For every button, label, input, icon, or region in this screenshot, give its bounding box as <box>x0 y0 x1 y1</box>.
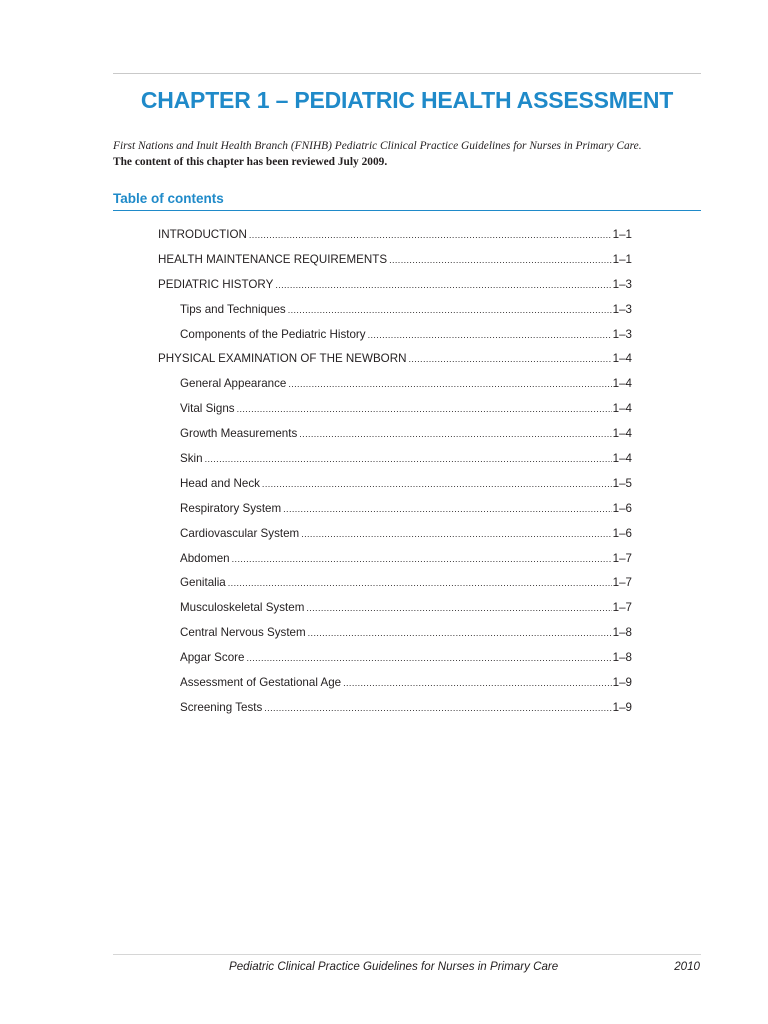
toc-page-number: 1–3 <box>612 277 632 291</box>
toc-subsection-entry[interactable] <box>158 701 632 726</box>
toc-page-number: 1–8 <box>612 626 632 640</box>
footer-title: Pediatric Clinical Practice Guidelines for Nurses in Primary Care <box>229 960 559 973</box>
toc-page-number: 1–3 <box>612 327 632 341</box>
dot-leader <box>301 529 611 539</box>
toc-subsection-entry[interactable] <box>158 502 632 527</box>
toc-entry-title: Vital Signs <box>180 402 235 416</box>
dot-leader <box>343 678 612 688</box>
toc-section-entry[interactable] <box>158 253 632 278</box>
dot-leader <box>262 479 612 489</box>
toc-subsection-entry[interactable] <box>158 552 632 577</box>
toc-page-number: 1–4 <box>612 377 632 391</box>
toc-subsection-entry[interactable] <box>158 377 632 402</box>
toc-entry-title: Skin <box>180 452 203 466</box>
dot-leader <box>306 603 611 613</box>
toc-entry-title: General Appearance <box>180 377 287 391</box>
toc-entry-title: Head and Neck <box>180 476 260 490</box>
toc-entry-title: Musculoskeletal System <box>180 601 305 615</box>
chapter-intro <box>113 138 713 170</box>
dot-leader <box>368 330 612 340</box>
toc-entry-title: Growth Measurements <box>180 427 298 441</box>
dot-leader <box>288 305 612 315</box>
toc-subsection-entry[interactable] <box>158 576 632 601</box>
toc-entry-title: Central Nervous System <box>180 626 306 640</box>
toc-page-number: 1–1 <box>612 228 632 241</box>
toc-page-number: 1–1 <box>612 252 632 266</box>
toc-entry-title: PHYSICAL EXAMINATION OF THE NEWBORN <box>158 352 407 366</box>
toc-page-number: 1–7 <box>612 576 632 590</box>
toc-page-number: 1–3 <box>612 302 632 316</box>
toc-entry-title: HEALTH MAINTENANCE REQUIREMENTS <box>158 252 388 266</box>
toc-page-number: 1–8 <box>612 651 632 665</box>
toc-page-number: 1–4 <box>612 452 632 466</box>
dot-leader <box>205 454 612 464</box>
dot-leader <box>228 578 612 588</box>
toc-subsection-entry[interactable] <box>158 402 632 427</box>
review-statement: The content of this chapter has been reviewed July 2009. <box>113 156 388 168</box>
toc-section-entry[interactable] <box>158 278 632 303</box>
dot-leader <box>275 280 611 290</box>
toc-page-number: 1–4 <box>612 402 632 416</box>
toc-subsection-entry[interactable] <box>158 328 632 353</box>
toc-divider <box>113 210 701 211</box>
toc-subsection-entry[interactable] <box>158 676 632 701</box>
toc-page-number: 1–7 <box>612 551 632 565</box>
toc-section-entry[interactable] <box>158 228 632 253</box>
toc-entry-title: Respiratory System <box>180 501 282 515</box>
toc-heading: Table of contents <box>113 191 224 206</box>
dot-leader <box>249 230 612 240</box>
toc-section-entry[interactable] <box>158 352 632 377</box>
toc-subsection-entry[interactable] <box>158 427 632 452</box>
source-statement: First Nations and Inuit Health Branch (FNIHB) Pediatric Clinical Practice Guidelines for Nurses in Primary Care. <box>113 140 642 152</box>
toc-subsection-entry[interactable] <box>158 477 632 502</box>
footer-year: 2010 <box>674 960 700 973</box>
toc-subsection-entry[interactable] <box>158 303 632 328</box>
toc-entry-title: Tips and Techniques <box>180 302 286 316</box>
dot-leader <box>283 504 612 514</box>
toc-subsection-entry[interactable] <box>158 651 632 676</box>
toc-page-number: 1–4 <box>612 352 632 366</box>
toc-entry-title: Genitalia <box>180 576 226 590</box>
toc-entry-title: Assessment of Gestational Age <box>180 676 342 690</box>
dot-leader <box>264 703 611 713</box>
dot-leader <box>237 404 612 414</box>
toc-page-number: 1–4 <box>612 427 632 441</box>
toc-page-number: 1–9 <box>612 676 632 690</box>
dot-leader <box>299 429 611 439</box>
toc-entry-title: PEDIATRIC HISTORY <box>158 277 274 291</box>
toc-page-number: 1–6 <box>612 526 632 540</box>
toc-page-number: 1–6 <box>612 501 632 515</box>
dot-leader <box>232 554 612 564</box>
dot-leader <box>246 653 611 663</box>
toc-entry-title: INTRODUCTION <box>158 228 247 241</box>
footer-divider <box>113 954 701 955</box>
dot-leader <box>308 628 612 638</box>
dot-leader <box>408 354 611 364</box>
toc-page-number: 1–7 <box>612 601 632 615</box>
toc-entry-title: Components of the Pediatric History <box>180 327 366 341</box>
toc-entry-title: Screening Tests <box>180 700 263 714</box>
toc-subsection-entry[interactable] <box>158 601 632 626</box>
toc-subsection-entry[interactable] <box>158 527 632 552</box>
toc-page-number: 1–5 <box>612 476 632 490</box>
dot-leader <box>389 255 612 265</box>
dot-leader <box>288 379 611 389</box>
top-divider <box>113 73 701 74</box>
table-of-contents <box>158 228 632 726</box>
chapter-title: CHAPTER 1 – PEDIATRIC HEALTH ASSESSMENT <box>140 87 674 113</box>
toc-entry-title: Apgar Score <box>180 651 245 665</box>
toc-subsection-entry[interactable] <box>158 626 632 651</box>
toc-subsection-entry[interactable] <box>158 452 632 477</box>
toc-entry-title: Abdomen <box>180 551 230 565</box>
toc-page-number: 1–9 <box>612 700 632 714</box>
toc-entry-title: Cardiovascular System <box>180 526 300 540</box>
